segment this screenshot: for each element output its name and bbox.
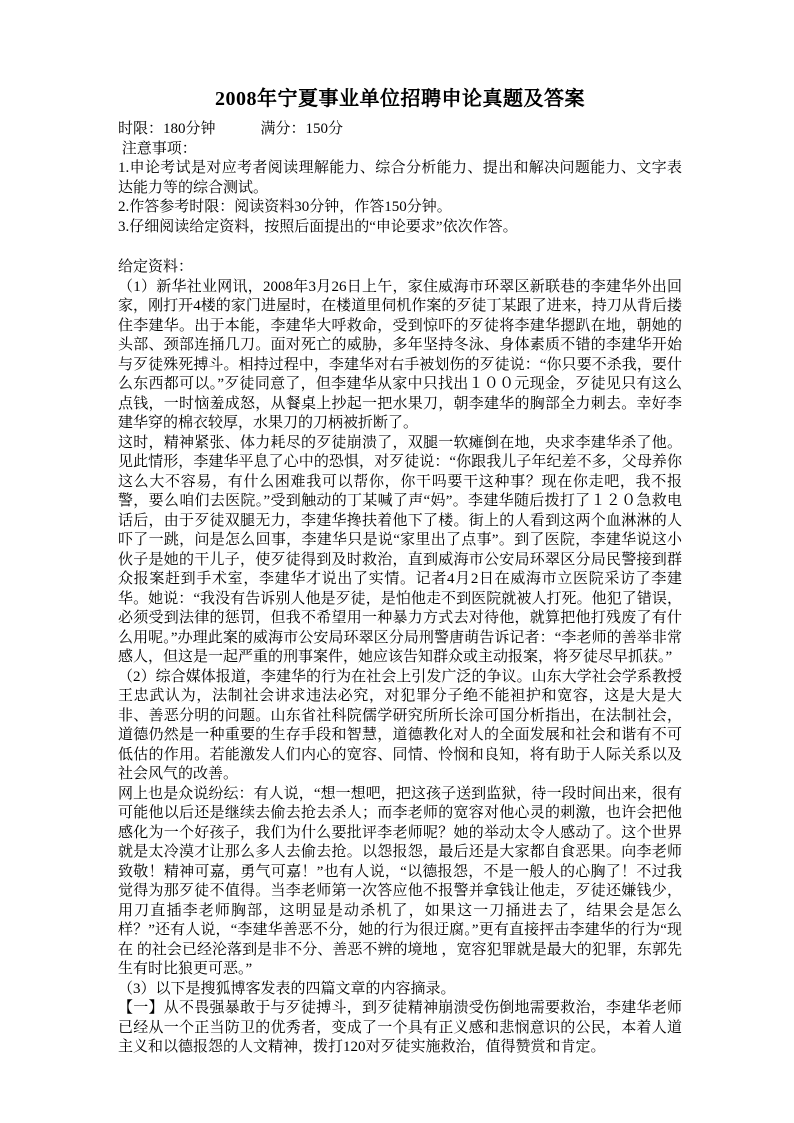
meta-line <box>118 120 682 140</box>
paragraph-material-2: （2）综合媒体报道，李建华的行为在社会上引发广泛的争议。山东大学社会学系教授王忠武认为，法制社会讲求违法必究，对犯罪分子绝不能袒护和宽容，这是大是大非、善恶分明的问题。山东省社科院儒学研究所所长涂可国分析指出，在法制社会，道德仍然是一种重要的生存手段和智慧，道德教化对人的全面发展和社会和谐有不可低估的作用。若能激发人们内心的宽容、同情、怜悯和良知，将有助于人际关系以及社会风气的改善。 <box>118 668 682 782</box>
notice-item-3: 3.仔细阅读给定资料，按照后面提出的“申论要求”依次作答。 <box>118 218 518 235</box>
paragraph-material-3: （3）以下是搜狐博客发表的四篇文章的内容摘录。 <box>118 980 456 997</box>
paragraph-material-1-continued: 这时，精神紧张、体力耗尽的歹徒崩溃了，双腿一软瘫倒在地，央求李建华杀了他。见此情形，李建华平息了心中的恐惧，对歹徒说：“你跟我儿子年纪差不多，父母养你这么大不容易，有什么困难我可以帮你，你干吗要干这种事？现在你走吧，我不报警，要么咱们去医院。”受到触动的丁某喊了声“妈”。李建华随后拨打了１２０急救电话后，由于歹徒双腿无力，李建华搀扶着他下了楼。街上的人看到这两个血淋淋的人吓了一跳，问是怎么回事，李建华只是说“家里出了点事”。到了医院，李建华说这小伙子是她的干儿子，使歹徒得到及时救治，直到威海市公安局环翠区分局民警接到群众报案赶到手术室，李建华才说出了实情。记者4月2日在威海市立医院采访了李建华。她说：“我没有告诉别人他是歹徒，是怕他走不到医院就被人打死。他犯了错误，必须受到法律的惩罚，但我不希望用一种暴力方式去对待他，就算把他打残废了有什么用呢。”办理此案的威海市公安局环翠区分局刑警唐萌告诉记者：“李老师的善举非常感人，但这是一起严重的刑事案件，她应该告知群众或主动报案，将歹徒尽早抓获。” <box>118 434 682 665</box>
full-score-label: 满分：150分 <box>260 121 344 137</box>
paragraph-material-1: （1）新华社业网讯，2008年3月26日上午，家住威海市环翠区新联巷的李建华外出回家，刚打开4楼的家门进屋时，在楼道里伺机作案的歹徒丁某跟了进来，持刀从背后搂住李建华。出于本能，李建华大呼救命，受到惊吓的歹徒将李建华摁趴在地，朝她的头部、颈部连捅几刀。面对死亡的威胁，多年坚持冬泳、身体素质不错的李建华开始与歹徒殊死搏斗。相持过程中，李建华对右手被划伤的歹徒说：“你只要不杀我，要什么东西都可以。”歹徒同意了，但李建华从家中只找出１００元现金，歹徒见只有这么点钱，一时恼羞成怒，从餐桌上抄起一把水果刀，朝李建华的胸部全力刺去。幸好李建华穿的棉衣较厚，水果刀的刀柄被折断了。 <box>118 278 682 431</box>
section-header-materials: 给定资料： <box>118 259 194 275</box>
document-title: 2008年宁夏事业单位招聘申论真题及答案 <box>215 88 585 110</box>
notice-item-2: 2.作答参考时限：阅读资料30分钟，作答150分钟。 <box>118 199 452 215</box>
notice-header: 注意事项： <box>118 140 197 157</box>
time-limit-label: 时限：180分钟 <box>118 121 216 137</box>
paragraph-material-2-netizens: 网上也是众说纷纭：有人说，“想一想吧，把这孩子送到监狱，待一段时间出来，很有可能他以后还是继续去偷去抢去杀人；而李老师的宽容对他心灵的刺激，也许会把他感化为一个好孩子，我们为什么要批评李老师呢？她的举动太令人感动了。这个世界就是太冷漠才让那么多人去偷去抢。以怨报怨，最后还是大家都自食恶果。向李老师致敬！精神可嘉，勇气可嘉！”也有人说，“以德报怨，不是一般人的心胸了！不过我觉得为那歹徒不值得。当李老师第一次答应他不报警并拿钱让他走，歹徒还嫌钱少，用刀直插李老师胸部，这明显是动杀机了，如果这一刀捅进去了，结果会是怎么样？”还有人说，“李建华善恶不分，她的行为很迂腐。”更有直接抨击李建华的行为“现在 的社会已经沦落到是非不分、善恶不辨的境地 ，宽容犯罪就是最大的犯罪，东郭先生有时比狼更可恶。” <box>118 785 682 977</box>
paragraph-blog-excerpt-1: 【一】从不畏强暴敢于与歹徒搏斗，到歹徒精神崩溃受伤倒地需要救治，李建华老师已经从一个正当防卫的优秀者，变成了一个具有正义感和悲悯意识的公民，本着人道主义和以德报怨的人文精神，拨打120对歹徒实施救治，值得赞赏和肯定。 <box>118 1000 682 1055</box>
notice-item-1: 1.申论考试是对应考者阅读理解能力、综合分析能力、提出和解决问题能力、文字表达能力等的综合测试。 <box>118 160 682 196</box>
